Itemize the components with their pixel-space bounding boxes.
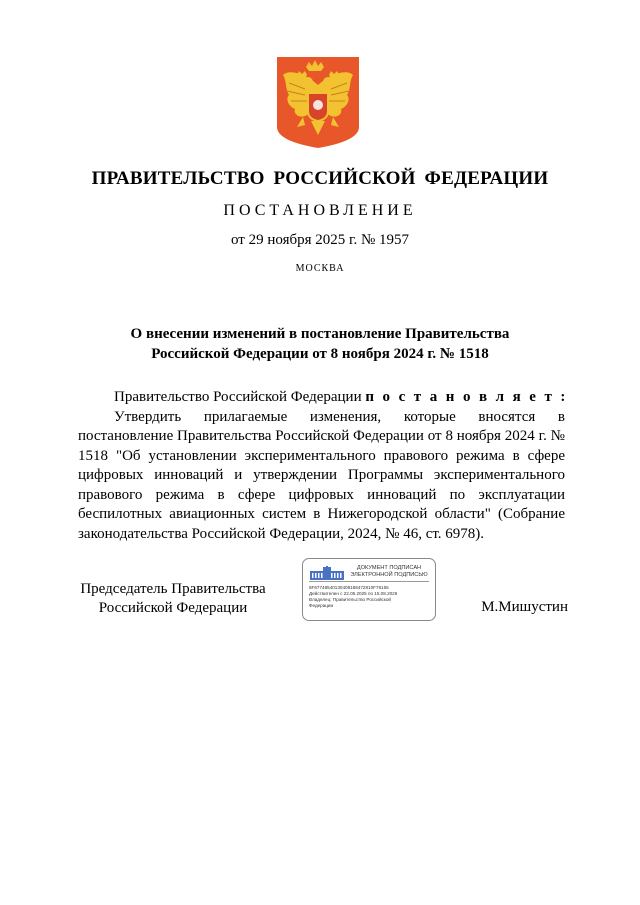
- electronic-signature-stamp: [302, 558, 436, 621]
- stamp-details: [309, 585, 433, 609]
- main-paragraph: Утвердить прилагаемые изменения, которые вносятся в постановление Правительства Российской Федерации от 8 ноября 2024 г. № 1518 "Об установлении экспериментального правового режима в сфере цифровых инноваций и утверждении Программы экспериментального правового режима в сфере цифровых инноваций по эксплуатации беспилотных авиационных систем в Нижегородской области" (Собрание законодательства Российской Федерации, 2024, № 46, ст. 6978).: [78, 408, 565, 542]
- government-building-icon: [310, 566, 344, 580]
- document-body: [78, 388, 568, 544]
- stamp-header-line-2: ЭЛЕКТРОННОЙ ПОДПИСЬЮ: [350, 572, 428, 578]
- position-line-2: Российской Федерации: [98, 600, 248, 616]
- stamp-validity: Действителен с 22.05.2025 по 15.08.2026: [309, 591, 398, 596]
- state-emblem: [275, 55, 361, 149]
- government-title: ПРАВИТЕЛЬСТВО РОССИЙСКОЙ ФЕДЕРАЦИИ: [91, 168, 549, 189]
- stamp-header: [345, 565, 433, 579]
- heading-line-2: Российской Федерации от 8 ноября 2024 г. № 1518: [151, 346, 489, 362]
- stamp-owner-line-1: Владелец: Правительство Российской: [309, 597, 391, 602]
- heading-line-1: О внесении изменений в постановление Правительства: [130, 326, 510, 342]
- document-date-number: от 29 ноября 2025 г. № 1957: [230, 232, 410, 248]
- document-type: ПОСТАНОВЛЕНИЕ: [223, 202, 417, 219]
- decree-word: п о с т а н о в л я е т :: [365, 389, 568, 405]
- stamp-certificate: 6F67748540130408188472810F78155: [309, 585, 389, 590]
- document-city: МОСКВА: [295, 263, 345, 274]
- stamp-divider: [309, 581, 429, 582]
- coat-of-arms-icon: [275, 55, 361, 149]
- signatory-name: М.Мишустин: [481, 599, 568, 615]
- preamble-lead: Правительство Российской Федерации: [114, 389, 362, 405]
- signatory-position: [78, 580, 268, 618]
- preamble: [78, 388, 568, 408]
- document-heading: [0, 324, 640, 364]
- stamp-header-line-1: ДОКУМЕНТ ПОДПИСАН: [356, 565, 422, 571]
- stamp-owner-line-2: Федерации: [309, 603, 334, 608]
- position-line-1: Председатель Правительства: [80, 581, 266, 597]
